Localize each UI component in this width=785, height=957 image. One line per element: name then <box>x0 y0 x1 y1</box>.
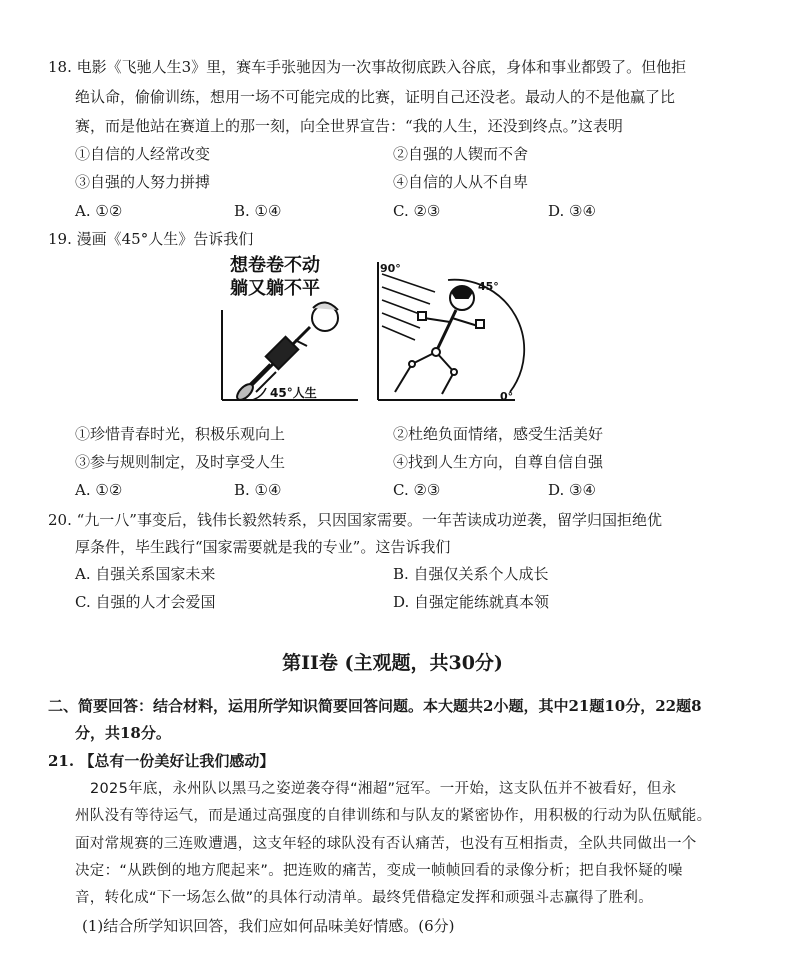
q21-title: 21. 【总有一份美好让我们感动】 <box>48 752 275 770</box>
running-person-figure <box>395 286 484 394</box>
q18-statement-2: ②自强的人锲而不舍 <box>393 145 529 163</box>
q18-stem-line2: 绝认命，偷偷训练，想用一场不可能完成的比赛，证明自己还没老。最动人的不是他赢了比 <box>75 88 676 106</box>
comic-45-life <box>210 252 540 412</box>
comic-illustration <box>210 252 540 412</box>
label-45-life: 45°人生 <box>270 386 317 400</box>
label-90: 90° <box>380 262 401 275</box>
q19-statement-2: ②杜绝负面情绪，感受生活美好 <box>393 425 604 443</box>
section-2-title: 第II卷 (主观题，共30分) <box>282 652 503 674</box>
q20-choice-a: A. 自强关系国家未来 <box>75 565 216 583</box>
q19-statement-3: ③参与规则制定，及时享受人生 <box>75 453 286 471</box>
label-0: 0° <box>500 390 514 403</box>
q21-material-line1: 2025年底，永州队以黑马之姿逆袭夺得“湘超”冠军。一开始，这支队伍并不被看好，但永 <box>90 781 677 797</box>
q18-statement-1: ①自信的人经常改变 <box>75 145 211 163</box>
q19-choice-c: C. ②③ <box>393 481 441 499</box>
q19-choice-d: D. ③④ <box>548 481 596 499</box>
q21-material-line5: 音，转化成“下一场怎么做”的具体行动清单。最终凭借稳定发挥和顽强斗志赢得了胜利。 <box>75 890 654 906</box>
q21-material-line2: 州队没有等待运气，而是通过高强度的自律训练和与队友的紧密协作，用积极的行动为队伍赋能。 <box>75 808 712 824</box>
q18-stem-line3: 赛，而是他站在赛道上的那一刻，向全世界宣告：“我的人生，还没到终点。”这表明 <box>75 117 623 135</box>
q19-stem: 19. 漫画《45°人生》告诉我们 <box>48 230 254 248</box>
q18-choice-c: C. ②③ <box>393 202 441 220</box>
q20-stem-line1: 20. “九一八”事变后，钱伟长毅然转系，只因国家需要。一年苦读成功逆袭，留学归国拒绝优 <box>48 511 662 529</box>
q19-statement-1: ①珍惜青春时光，积极乐观向上 <box>75 425 286 443</box>
q18-choice-d: D. ③④ <box>548 202 596 220</box>
q20-choice-c: C. 自强的人才会爱国 <box>75 593 216 611</box>
q19-choice-a: A. ①② <box>75 481 123 499</box>
q21-material-line3: 面对常规赛的三连败遭遇，这支年轻的球队没有否认痛苦，也没有互相指责，全队共同做出一个 <box>75 836 697 852</box>
section-2-instruction-line2: 分，共18分。 <box>75 724 171 742</box>
q18-choice-b: B. ①④ <box>234 202 282 220</box>
q21-subquestion-1: (1)结合所学知识回答，我们应如何品味美好情感。(6分) <box>82 917 455 935</box>
q19-statement-4: ④找到人生方向，自尊自信自强 <box>393 453 604 471</box>
q20-stem-line2: 厚条件，毕生践行“国家需要就是我的专业”。这告诉我们 <box>75 538 451 556</box>
section-2-instruction-line1: 二、简要回答：结合材料，运用所学知识简要回答问题。本大题共2小题，其中21题10分，22题8 <box>48 697 702 715</box>
q20-choice-b: B. 自强仅关系个人成长 <box>393 565 549 583</box>
q18-stem-line1: 18. 电影《飞驰人生3》里，赛车手张驰因为一次事故彻底跌入谷底，身体和事业都毁了。但他拒 <box>48 58 687 76</box>
q19-choice-b: B. ①④ <box>234 481 282 499</box>
speed-lines <box>382 274 435 340</box>
q18-statement-3: ③自强的人努力拼搏 <box>75 173 211 191</box>
comic-caption-line2: 躺又躺不平 <box>230 278 320 299</box>
q20-choice-d: D. 自强定能练就真本领 <box>393 593 550 611</box>
q18-choice-a: A. ①② <box>75 202 123 220</box>
q18-statement-4: ④自信的人从不自卑 <box>393 173 529 191</box>
q21-material-line4: 决定：“从跌倒的地方爬起来”。把连败的痛苦，变成一帧帧回看的录像分析；把自我怀疑的噪 <box>75 863 683 879</box>
label-45: 45° <box>478 280 499 293</box>
comic-caption-line1: 想卷卷不动 <box>230 255 320 276</box>
